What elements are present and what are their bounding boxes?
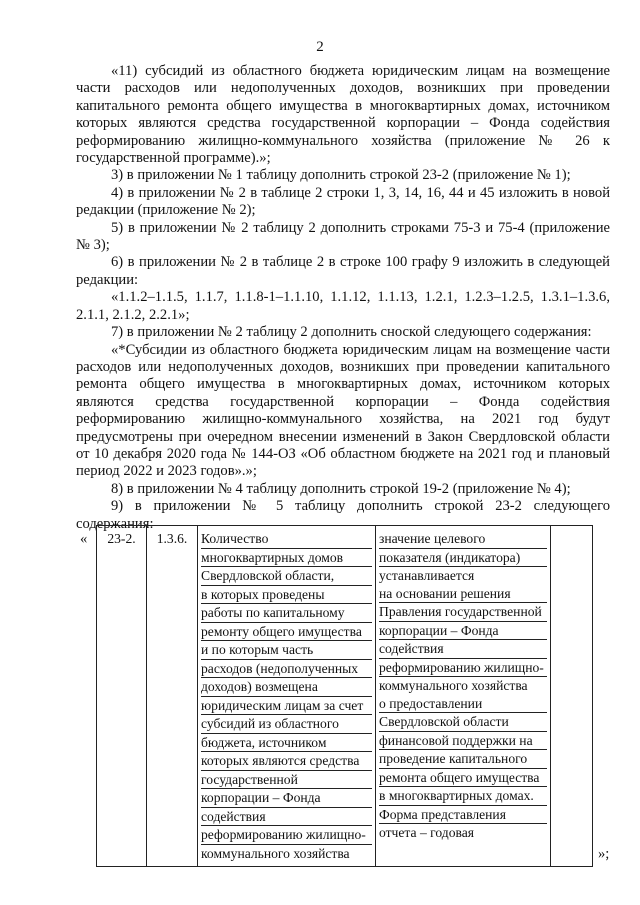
inserted-row-block [76,525,631,865]
indicator-note-line: отчета – годовая [379,825,475,840]
page-number: 2 [316,39,324,55]
indicator-name-line: ремонту общего имущества [201,623,372,642]
indicator-name-line: которых являются средства [201,752,372,771]
indicator-name-line: субсидий из областного [201,715,372,734]
indicator-note-line: о предоставлении [379,695,547,714]
indicator-name-line: и по которым часть [201,641,372,660]
indicator-note-line: Форма представления [379,806,547,825]
indicator-name-line: коммунального хозяйства [201,845,350,861]
indicator-name-line: реформированию жилищно- [201,826,372,845]
indicator-note-line: ремонта общего имущества [379,769,547,788]
indicator-note-line: в многоквартирных домах. [379,787,547,806]
indicator-note-line: устанавливается [379,568,475,583]
indicator-name-line: Количество [201,530,372,549]
indicator-note-line: показателя (индикатора) [379,549,547,568]
paragraph-item-5: 5) в приложении № 2 таблицу 2 дополнить строками 75-3 и 75-4 (приложение № 3); [76,219,610,254]
indicator-name-line: корпорации – Фонда [201,789,372,808]
table-open-quote: « [80,531,88,547]
row-number-cell: 23-2. [97,526,147,867]
indicator-note-line: реформированию жилищно- [379,659,547,678]
paragraph-item-6: 6) в приложении № 2 в таблице 2 в строке 100 графу 9 изложить в следующей редакции: [76,254,610,288]
indicator-name-line: бюджета, источником [201,734,372,753]
indicator-note-line: значение целевого [379,530,547,549]
indicator-name-cell [198,526,376,867]
table-row [97,526,593,867]
indicator-note-line: содействия [379,640,547,659]
paragraph-item-7: 7) в приложении № 2 таблицу 2 дополнить сноской следующего содержания: [111,324,592,341]
indicator-name-line: доходов) возмещена [201,678,372,697]
indicator-name-line: в которых проведены [201,586,372,605]
empty-cell [551,526,593,867]
indicator-name-line: расходов (недополученных [201,660,372,679]
paragraph-item-6-quote: «1.1.2–1.1.5, 1.1.7, 1.1.8-1–1.1.10, 1.1.12, 1.1.13, 1.2.1, 1.2.3–1.2.5, 1.3.1–1.3.6, 2.1.1, 2.1.2, 2.2.1»; [76,289,610,323]
indicator-name-line: работы по капитальному [201,604,372,623]
paragraph-item-4: 4) в приложении № 2 в таблице 2 строки 1, 3, 14, 16, 44 и 45 изложить в новой редакции (приложение № 2); [76,184,610,219]
indicator-name-line: юридическим лицам за счет [201,697,372,716]
indicator-note-line: финансовой поддержки на [379,732,547,751]
row-code-cell: 1.3.6. [147,526,198,867]
indicator-name-line: многоквартирных домов [201,549,372,568]
indicator-name-line: Свердловской области, [201,567,372,586]
table-close-quote: »; [598,846,610,862]
indicator-note-line: Свердловской области [379,713,547,732]
paragraph-item-11: «11) субсидий из областного бюджета юридическим лицам на возмещение части расходов или недополученных доходов, возникших при проведении капитального ремонта общего имущества в многоквартирных домах, источником которых являются средства государственной корпорации – Фонда содействия реформированию жилищно-коммунального хозяйства (приложение № 26 к государственной программе).»; [76,63,610,167]
indicator-name-line: содействия [201,808,372,827]
indicator-note-line: на основании решения [379,585,547,604]
paragraph-footnote-quote: «*Субсидии из областного бюджета юридическим лицам на возмещение части расходов или недополученных доходов, возникших при проведении капитального ремонта общего имущества в многоквартирных домах, источником которых являются средства государственной корпорации – Фонда содействия реформированию жилищно-коммунального хозяйства, на 2021 год будут предусмотрены при очередном внесении изменений в Закон Свердловской области от 10 декабря 2020 года № 144-ОЗ «Об областном бюджете на 2021 год и плановый период 2022 и 2023 годов».»; [76,341,610,480]
indicator-note-cell [376,526,551,867]
indicator-note-line: проведение капитального [379,750,547,769]
indicator-note-line: Правления государственной [379,603,547,622]
paragraph-item-8: 8) в приложении № 4 таблицу дополнить строкой 19-2 (приложение № 4); [111,480,571,497]
indicator-name-line: государственной [201,771,372,790]
indicator-note-line: коммунального хозяйства [379,678,528,693]
inserted-row-table [96,525,593,867]
indicator-note-line: корпорации – Фонда [379,622,547,641]
paragraph-item-9: 9) в приложении № 5 таблицу дополнить строкой 23-2 следующего содержания: [76,498,610,532]
document-body [76,63,610,533]
paragraph-item-3: 3) в приложении № 1 таблицу дополнить строкой 23-2 (приложение № 1); [111,167,571,184]
